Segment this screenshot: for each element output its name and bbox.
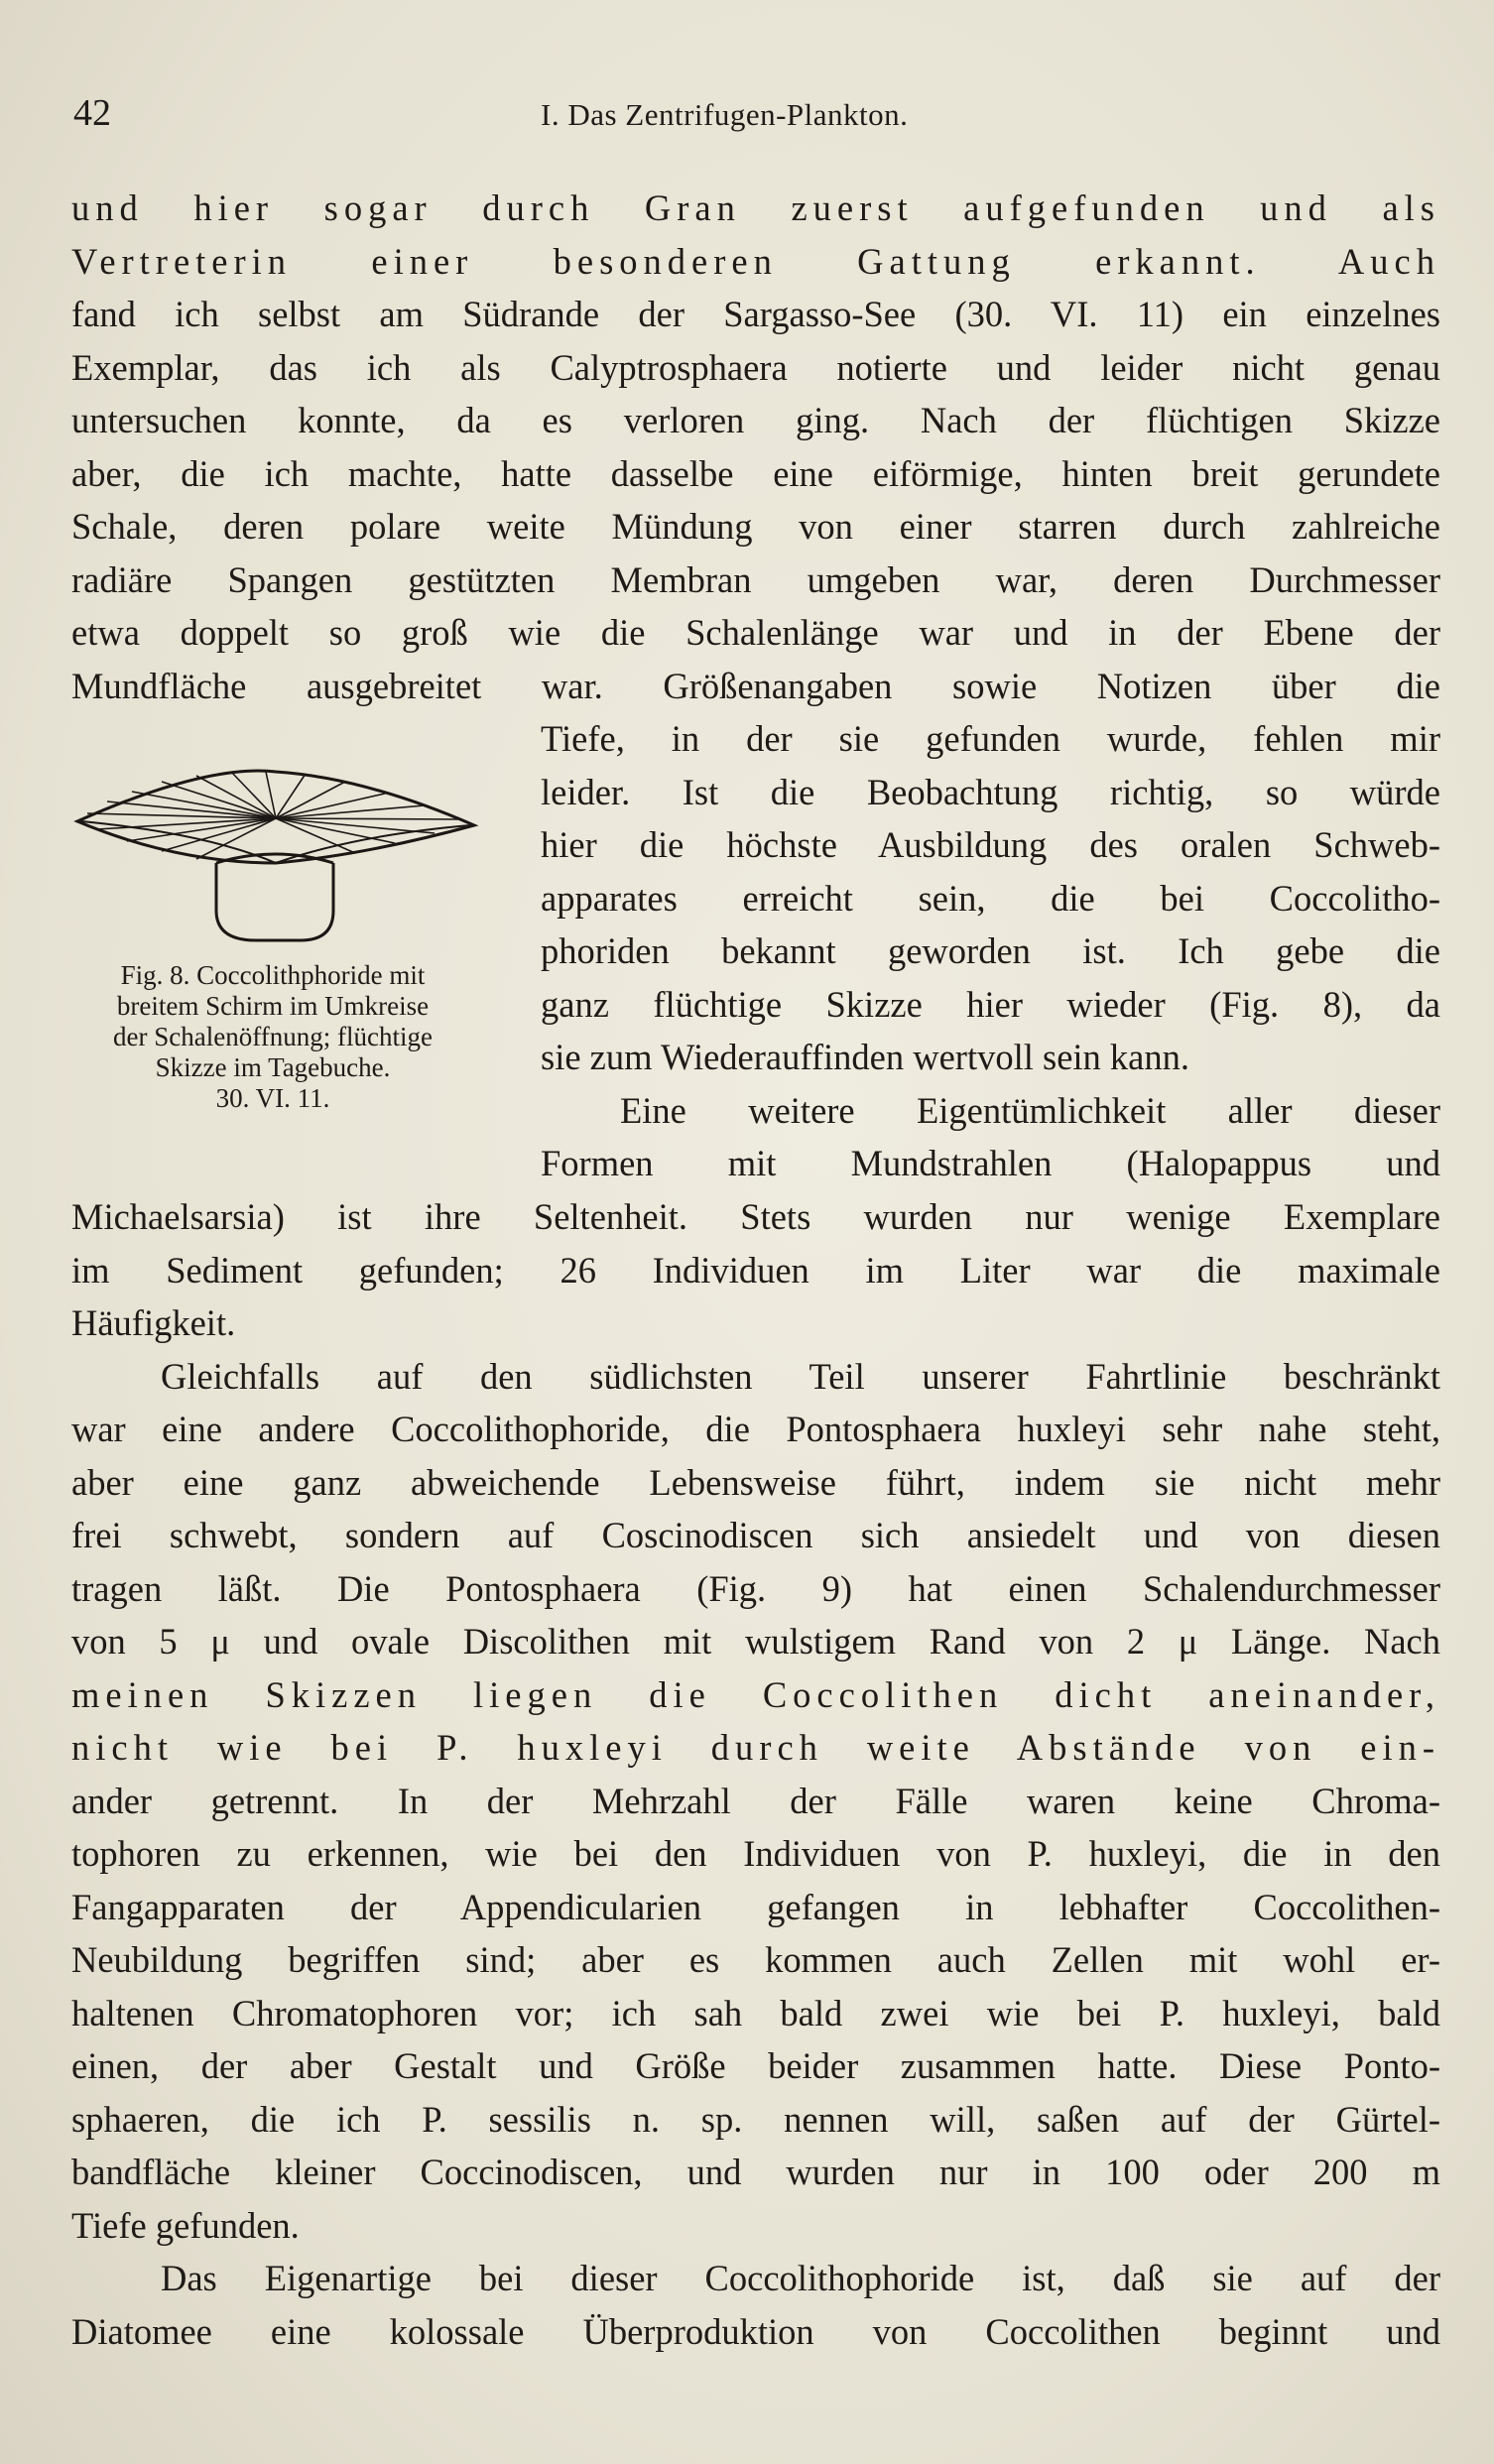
caption-line: Fig. 8. Coccolithphoride mit (120, 960, 426, 990)
bottom-text-block (71, 1190, 1440, 2358)
text-line: aber, die ich machte, hatte dasselbe eine eiförmige, hinten breit gerundete (71, 452, 1440, 494)
text-line: haltenen Chromatophoren vor; ich sah bald zwei wie bei P. huxleyi, bald (71, 1992, 1440, 2033)
text-line: radiäre Spangen gestützten Membran umgeben war, deren Durchmesser (71, 558, 1440, 600)
text-line: Exemplar, das ich als Calyptrosphaera notierte und leider nicht genau (71, 346, 1440, 388)
text-line: fand ich selbst am Südrande der Sargasso-See (30. VI. 11) ein einzelnes (71, 294, 1440, 334)
text-line: Das Eigenartige bei dieser Coccolithophoride ist, daß sie auf der (161, 2258, 1440, 2298)
text-line: Gleichfalls auf den südlichsten Teil unserer Fahrtlinie beschränkt (161, 1355, 1440, 1397)
text-line: Eine weitere Eigentümlichkeit aller dieser (620, 1089, 1440, 1131)
text-line: meinen Skizzen liegen die Coccolithen dicht aneinander, (71, 1673, 1440, 1715)
page-number: 42 (73, 92, 111, 134)
text-line: war eine andere Coccolithophoride, die Pontosphaera huxleyi sehr nahe steht, (71, 1409, 1440, 1449)
text-line: sie zum Wiederauffinden wertvoll sein kann. (541, 1037, 1189, 1077)
right-column-text (541, 712, 1440, 1190)
running-head: I. Das Zentrifugen-Plankton. (541, 97, 909, 132)
text-line: apparates erreicht sein, die bei Coccolitho- (541, 877, 1440, 919)
figure-caption (60, 960, 486, 1114)
text-line: Tiefe, in der sie gefunden wurde, fehlen mir (541, 718, 1440, 759)
caption-line: breitem Schirm im Umkreise (116, 991, 430, 1021)
text-line: tophoren zu erkennen, wie bei den Individuen von P. huxleyi, die in den (71, 1833, 1440, 1874)
text-line: Diatomee eine kolossale Überproduktion von Coccolithen beginnt und (71, 2310, 1440, 2352)
text-line: Häufigkeit. (71, 1302, 236, 1343)
text-line: nicht wie bei P. huxleyi durch weite Abstände von ein- (71, 1727, 1440, 1768)
text-line: untersuchen konnte, da es verloren ging. Nach der flüchtigen Skizze (71, 400, 1440, 440)
text-line: Mundfläche ausgebreitet war. Größenangaben sowie Notizen über die (71, 665, 1440, 706)
umbrella-sketch-figure (67, 764, 484, 942)
text-line: Schale, deren polare weite Mündung von einer starren durch zahlreiche (71, 506, 1440, 547)
text-line: Formen mit Mundstrahlen (Halopappus und (541, 1143, 1440, 1183)
text-line: einen, der aber Gestalt und Größe beider zusammen hatte. Diese Ponto- (71, 2045, 1440, 2086)
text-line: leider. Ist die Beobachtung richtig, so würde (541, 771, 1440, 812)
text-line: sphaeren, die ich P. sessilis n. sp. nennen will, saßen auf der Gürtel- (71, 2098, 1440, 2140)
figure-8 (60, 764, 496, 1114)
text-line: phoriden bekannt geworden ist. Ich gebe die (541, 930, 1440, 971)
text-line: tragen läßt. Die Pontosphaera (Fig. 9) hat einen Schalendurchmesser (71, 1567, 1440, 1609)
text-line: Vertreterin einer besonderen Gattung erkannt. Auch (71, 240, 1440, 282)
text-line: Tiefe gefunden. (71, 2204, 300, 2246)
text-line: Fangapparaten der Appendicularien gefangen in lebhafter Coccolithen- (71, 1886, 1440, 1927)
text-line: und hier sogar durch Gran zuerst aufgefunden und als (71, 187, 1440, 228)
text-line: aber eine ganz abweichende Lebensweise führt, indem sie nicht mehr (71, 1461, 1440, 1503)
text-line: von 5 μ und ovale Discolithen mit wulstigem Rand von 2 μ Länge. Nach (71, 1621, 1440, 1662)
text-line: frei schwebt, sondern auf Coscinodiscen sich ansiedelt und von diesen (71, 1515, 1440, 1555)
top-text-block (71, 182, 1440, 712)
text-line: ander getrennt. In der Mehrzahl der Fälle waren keine Chroma- (71, 1780, 1440, 1821)
text-line: hier die höchste Ausbildung des oralen Schweb- (541, 824, 1440, 865)
text-line: etwa doppelt so groß wie die Schalenlänge war und in der Ebene der (71, 612, 1440, 653)
text-line: bandfläche kleiner Coccinodiscen, und wurden nur in 100 oder 200 m (71, 2152, 1440, 2192)
text-line: Michaelsarsia) ist ihre Seltenheit. Stets wurden nur wenige Exemplare (71, 1196, 1440, 1237)
caption-line: der Schalenöffnung; flüchtige (113, 1022, 433, 1051)
caption-line: 30. VI. 11. (215, 1083, 330, 1113)
text-line: Neubildung begriffen sind; aber es kommen auch Zellen mit wohl er- (71, 1939, 1440, 1980)
caption-line: Skizze im Tagebuche. (155, 1052, 391, 1082)
text-line: ganz flüchtige Skizze hier wieder (Fig. 8), da (541, 983, 1440, 1025)
text-line: im Sediment gefunden; 26 Individuen im Liter war die maximale (71, 1249, 1440, 1291)
